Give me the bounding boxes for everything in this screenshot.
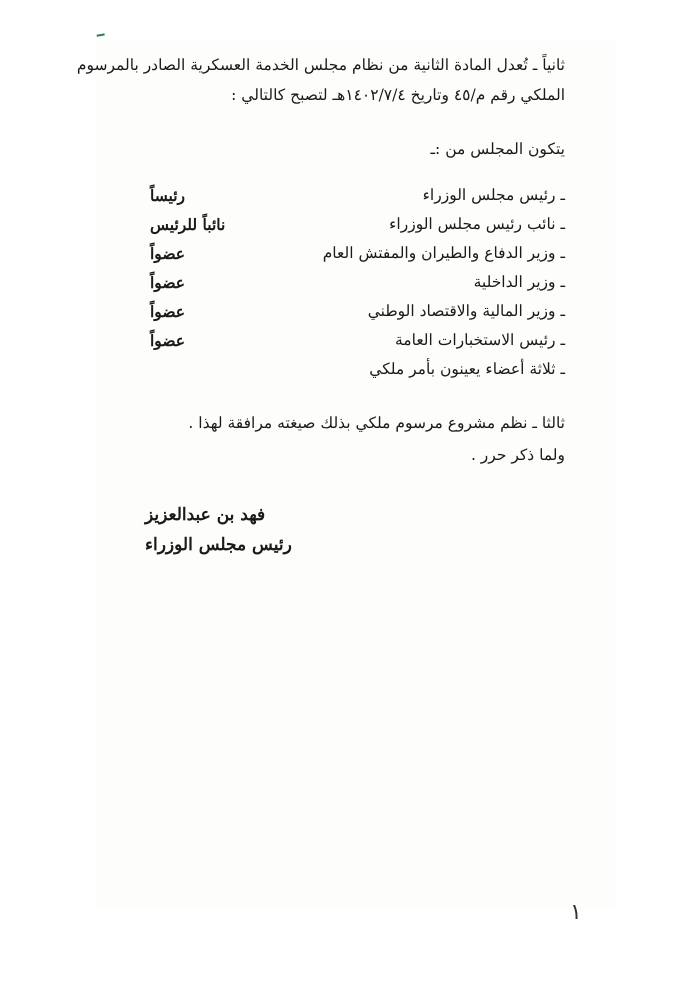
- member-name: ـ وزير الدفاع والطيران والمفتش العام: [322, 244, 565, 262]
- member-row: [150, 331, 565, 355]
- page-number: ١: [570, 900, 582, 925]
- council-heading: يتكون المجلس من :ـ: [430, 140, 565, 158]
- member-row: [150, 273, 565, 297]
- member-row: [150, 186, 565, 210]
- member-role: رئيساً: [150, 186, 186, 205]
- member-name: ـ ثلاثة أعضاء يعينون بأمر ملكي: [369, 360, 565, 378]
- signature-title: رئيس مجلس الوزراء: [145, 535, 292, 555]
- member-row: [150, 302, 565, 326]
- member-role: عضواً: [150, 244, 186, 263]
- intro-line-1: ثانياً ـ تُعدل المادة الثانية من نظام مجلس الخدمة العسكرية الصادر بالمرسوم: [76, 56, 565, 74]
- member-name: ـ نائب رئيس مجلس الوزراء: [389, 215, 565, 233]
- member-name: ـ رئيس الاستخبارات العامة: [394, 331, 565, 349]
- member-role: نائباً للرئيس: [150, 215, 226, 234]
- member-role: عضواً: [150, 302, 186, 321]
- member-role: عضواً: [150, 331, 186, 350]
- member-row: [150, 360, 565, 384]
- third-clause: ثالثا ـ نظم مشروع مرسوم ملكي بذلك صيغته مرافقة لهذا .: [188, 414, 565, 432]
- member-name: ـ وزير الداخلية: [473, 273, 565, 291]
- signature-name: فهد بن عبدالعزيز: [145, 505, 266, 525]
- member-name: ـ وزير المالية والاقتصاد الوطني: [367, 302, 565, 320]
- document-page: [95, 40, 615, 910]
- intro-line-2: الملكي رقم م/٤٥ وتاريخ ١٤٠٢/٧/٤هـ لتصبح كالتالي :: [231, 86, 565, 104]
- closing-line: ولما ذكر حرر .: [470, 446, 565, 464]
- member-row: [150, 215, 565, 239]
- member-row: [150, 244, 565, 268]
- member-name: ـ رئيس مجلس الوزراء: [422, 186, 565, 204]
- member-role: عضواً: [150, 273, 186, 292]
